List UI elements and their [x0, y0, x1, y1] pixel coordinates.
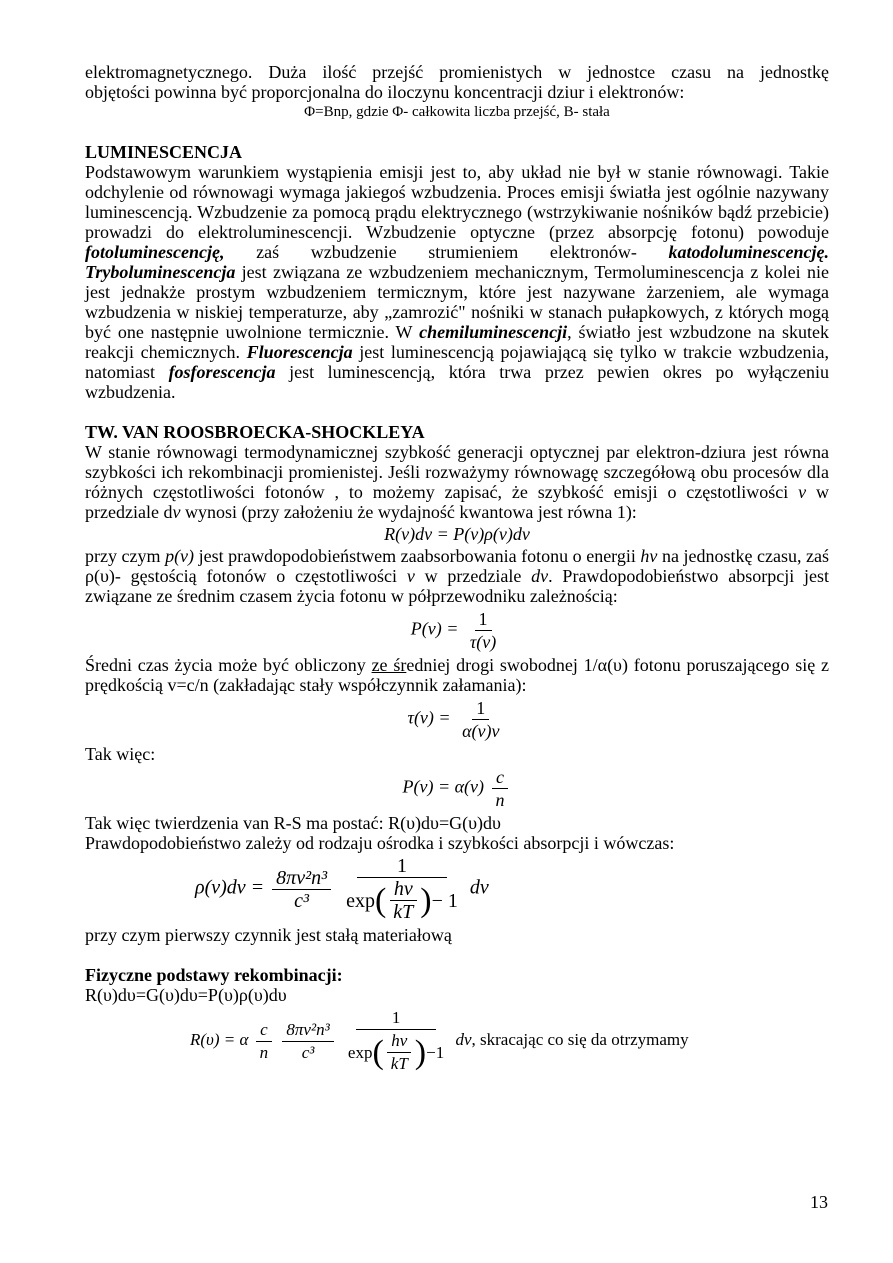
fraction: $\frac{c}{n}$ [492, 766, 509, 811]
fraction: $\frac{\text{8πν²n³}}{\text{c³}}$ [282, 1019, 333, 1064]
tak-wiec-label: Tak więc: [85, 744, 156, 764]
term-fotoluminescencja: fotoluminescencję, [85, 242, 225, 262]
phi-formula: Φ=Bnp, gdzie Φ- całkowita liczba przejść, B- stała [304, 104, 610, 120]
rekombinacja-line: R(υ)dυ=G(υ)dυ=P(υ)ρ(υ)dυ [85, 985, 287, 1005]
equation-r-upsilon: R(υ) = α $\frac{c}{n}$ $\frac{\text{8πν²n³}}{\text{c³}}$ 1 exp ( $\frac{h\nu}{kT}$ ) −1 dν, skracając co się da otrzymamy [190, 1008, 689, 1073]
equation-p-tau: P(ν) = $\frac{1}{\tau(\nu)}$ [85, 608, 829, 653]
heading-rekombinacja: Fizyczne podstawy rekombinacji: [85, 965, 343, 985]
heading-luminescencja: LUMINESCENCJA [85, 142, 243, 162]
roosbroeck-paragraph-2: przy czym p(ν) jest prawdopodobieństwem zaabsorbowania fotonu o energii hν na jednostkę czasu, zaś ρ(υ)- gęstością fotonów o częstotliwości ν w przedziale dν. Prawdopodobieństwo absorpcji jest związane ze średnim czasem życia fotonu w półprzewodniku zależnością: [85, 546, 830, 606]
term-fluorescencja: Fluorescencja [246, 342, 353, 362]
intro-line-2: objętości powinna być proporcjonalna do iloczynu koncentracji dziur i elektronów: [85, 82, 685, 102]
fraction: $\frac{c}{n}$ [256, 1019, 273, 1064]
page-number: 13 [810, 1192, 828, 1212]
intro-line-1: elektromagnetycznego. Duża ilość przejść promienistych w jednostce czasu na jednostkę [85, 62, 829, 82]
term-chemiluminescencja: chemiluminescencji [419, 322, 568, 342]
fraction: $\frac{1}{\tau(\nu)}$ [469, 609, 497, 652]
roosbroeck-paragraph-5: Prawdopodobieństwo zależy od rodzaju ośrodka i szybkości absorpcji i wówczas: [85, 833, 675, 853]
fraction: 1 exp ( $\frac{h\nu}{kT}$ ) − 1 [346, 855, 458, 923]
fraction: $\frac{h\nu}{kT}$ [389, 878, 417, 923]
equation-tau: τ(ν) = $\frac{1}{\alpha(\nu)\nu}$ [85, 697, 829, 742]
document-page [85, 62, 829, 1077]
term-katodoluminescencja: katodoluminescencję. [668, 242, 829, 262]
roosbroeck-paragraph-1: W stanie równowagi termodynamicznej szybkość generacji optycznej par elektron-dziura jest równa szybkości ich rekombinacji promienistej. Jeśli rozważymy równowagę szczegółową obu procesów dla różnych częstotliwości fotonów , to możemy zapisać, że szybkość emisji o częstotliwości ν w przedziale dν wynosi (przy założeniu że wydajność kwantowa jest równa 1): [85, 442, 829, 522]
equation-rho-planck: ρ(ν)dν = $\frac{\text{8πν²n³}}{\text{c³}}$ 1 exp ( $\frac{h\nu}{kT}$ ) − 1 dν [195, 855, 489, 923]
roosbroeck-paragraph-4: Tak więc twierdzenia van R-S ma postać: R(υ)dυ=G(υ)dυ [85, 813, 501, 833]
fraction: $\frac{h\nu}{kT}$ [387, 1030, 412, 1075]
luminescencja-paragraph: Podstawowym warunkiem wystąpienia emisji jest to, aby układ nie był w stanie równowagi. Takie odchylenie od równowagi wymaga jakiegoś wzbudzenia. Proces emisji światła jest ogólnie nazywany luminescencją. Wzbudzenie za pomocą prądu elektrycznego (wstrzykiwanie nośników bądź przebicie) prowadzi do elektroluminescencji. Wzbudzenie optyczne (przez absorpcję fotonu) powoduje fotoluminescencję, zaś wzbudzenie strumieniem elektronów- katodoluminescencję. Tryboluminescencja jest związana ze wzbudzeniem mechanicznym, Termoluminescencja z kolei nie jest jednakże prostym wzbudzeniem termicznym, które jest nazywane żarzeniem, ale wymaga wzbudzenia w niskiej temperaturze, aby „zamrozić" nośniki w stanach pułapkowych, z których mogą być one następnie uwolnione termicznie. W chemiluminescencji, światło jest wzbudzone na skutek reakcji chemicznych. Fluorescencja jest luminescencją pojawiającą się tylko w trakcie wzbudzenia, natomiast fosforescencja jest luminescencją, która trwa przez pewien okres po wyłączeniu wzbudzenia. [85, 162, 829, 402]
equation-p-alpha: P(ν) = α(ν) $\frac{c}{n}$ [85, 766, 829, 811]
equation-r-dv: R(ν)dν = P(ν)ρ(ν)dν [384, 524, 530, 544]
fraction: 1 exp ( $\frac{h\nu}{kT}$ ) −1 [347, 1008, 445, 1073]
fraction: $\frac{1}{\alpha(\nu)\nu}$ [462, 698, 500, 741]
term-fosforescencja: fosforescencja [168, 362, 276, 382]
term-tryboluminescencja: Tryboluminescencja [85, 262, 236, 282]
fraction: $\frac{\text{8πν²n³}}{\text{c³}}$ [272, 867, 331, 912]
heading-roosbroeck: TW. VAN ROOSBROECKA-SHOCKLEYA [85, 422, 425, 442]
roosbroeck-paragraph-3: Średni czas życia może być obliczony ze średniej drogi swobodnej 1/α(υ) fotonu poruszającego się z prędkością v=c/n (zakładając stały współczynnik załamania): [85, 655, 830, 695]
roosbroeck-paragraph-6: przy czym pierwszy czynnik jest stałą materiałową [85, 925, 452, 945]
